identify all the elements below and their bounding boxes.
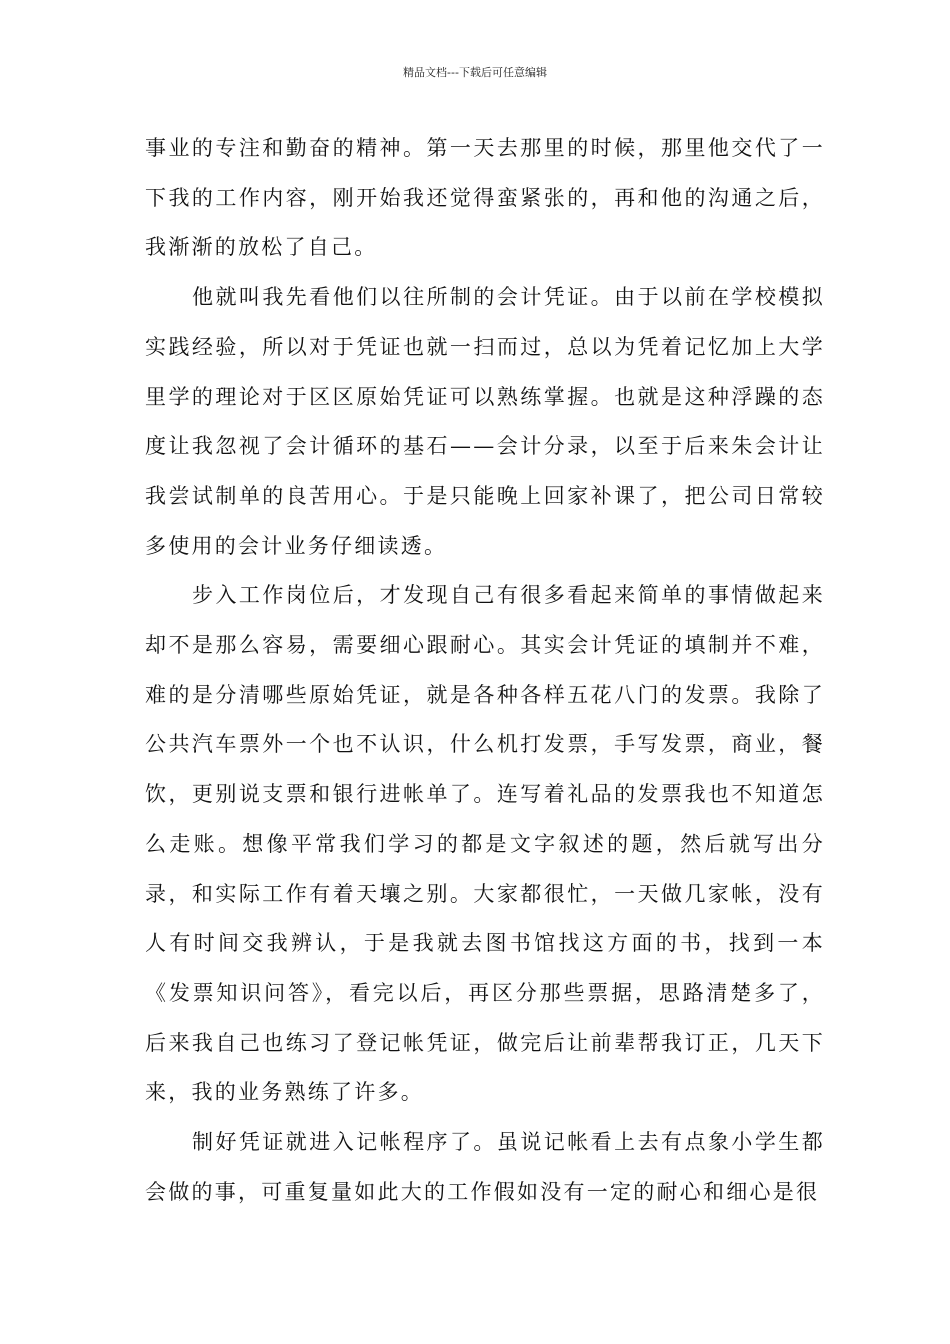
- paragraph-2: 他就叫我先看他们以往所制的会计凭证。由于以前在学校模拟实践经验，所以对于凭证也就一扫而过，总以为凭着记忆加上大学里学的理论对于区区原始凭证可以熟练掌握。也就是这种浮躁的态度让我忽视了会计循环的基石——会计分录，以至于后来朱会计让我尝试制单的良苦用心。于是只能晚上回家补课了，把公司日常较多使用的会计业务仔细读透。: [145, 285, 825, 558]
- paragraph-3: 步入工作岗位后，才发现自己有很多看起来简单的事情做起来却不是那么容易，需要细心跟耐心。其实会计凭证的填制并不难，难的是分清哪些原始凭证，就是各种各样五花八门的发票。我除了公共汽车票外一个也不认识，什么机打发票，手写发票，商业，餐饮，更别说支票和银行进帐单了。连写着礼品的发票我也不知道怎么走账。想像平常我们学习的都是文字叙述的题，然后就写出分录，和实际工作有着天壤之别。大家都很忙，一天做几家帐，没有人有时间交我辨认，于是我就去图书馆找这方面的书，找到一本《发票知识问答》，看完以后，再区分那些票据，思路清楚多了，后来我自己也练习了登记帐凭证，做完后让前辈帮我订正，几天下来，我的业务熟练了许多。: [145, 583, 825, 1105]
- document-body: [145, 124, 825, 1217]
- paragraph-1: 事业的专注和勤奋的精神。第一天去那里的时候，那里他交代了一下我的工作内容，刚开始我还觉得蛮紧张的，再和他的沟通之后，我渐渐的放松了自己。: [145, 136, 825, 260]
- paragraph-4: 制好凭证就进入记帐程序了。虽说记帐看上去有点象小学生都会做的事，可重复量如此大的工作假如没有一定的耐心和细心是很: [145, 1130, 825, 1204]
- page-header: 精品文档---下载后可任意编辑: [403, 66, 547, 79]
